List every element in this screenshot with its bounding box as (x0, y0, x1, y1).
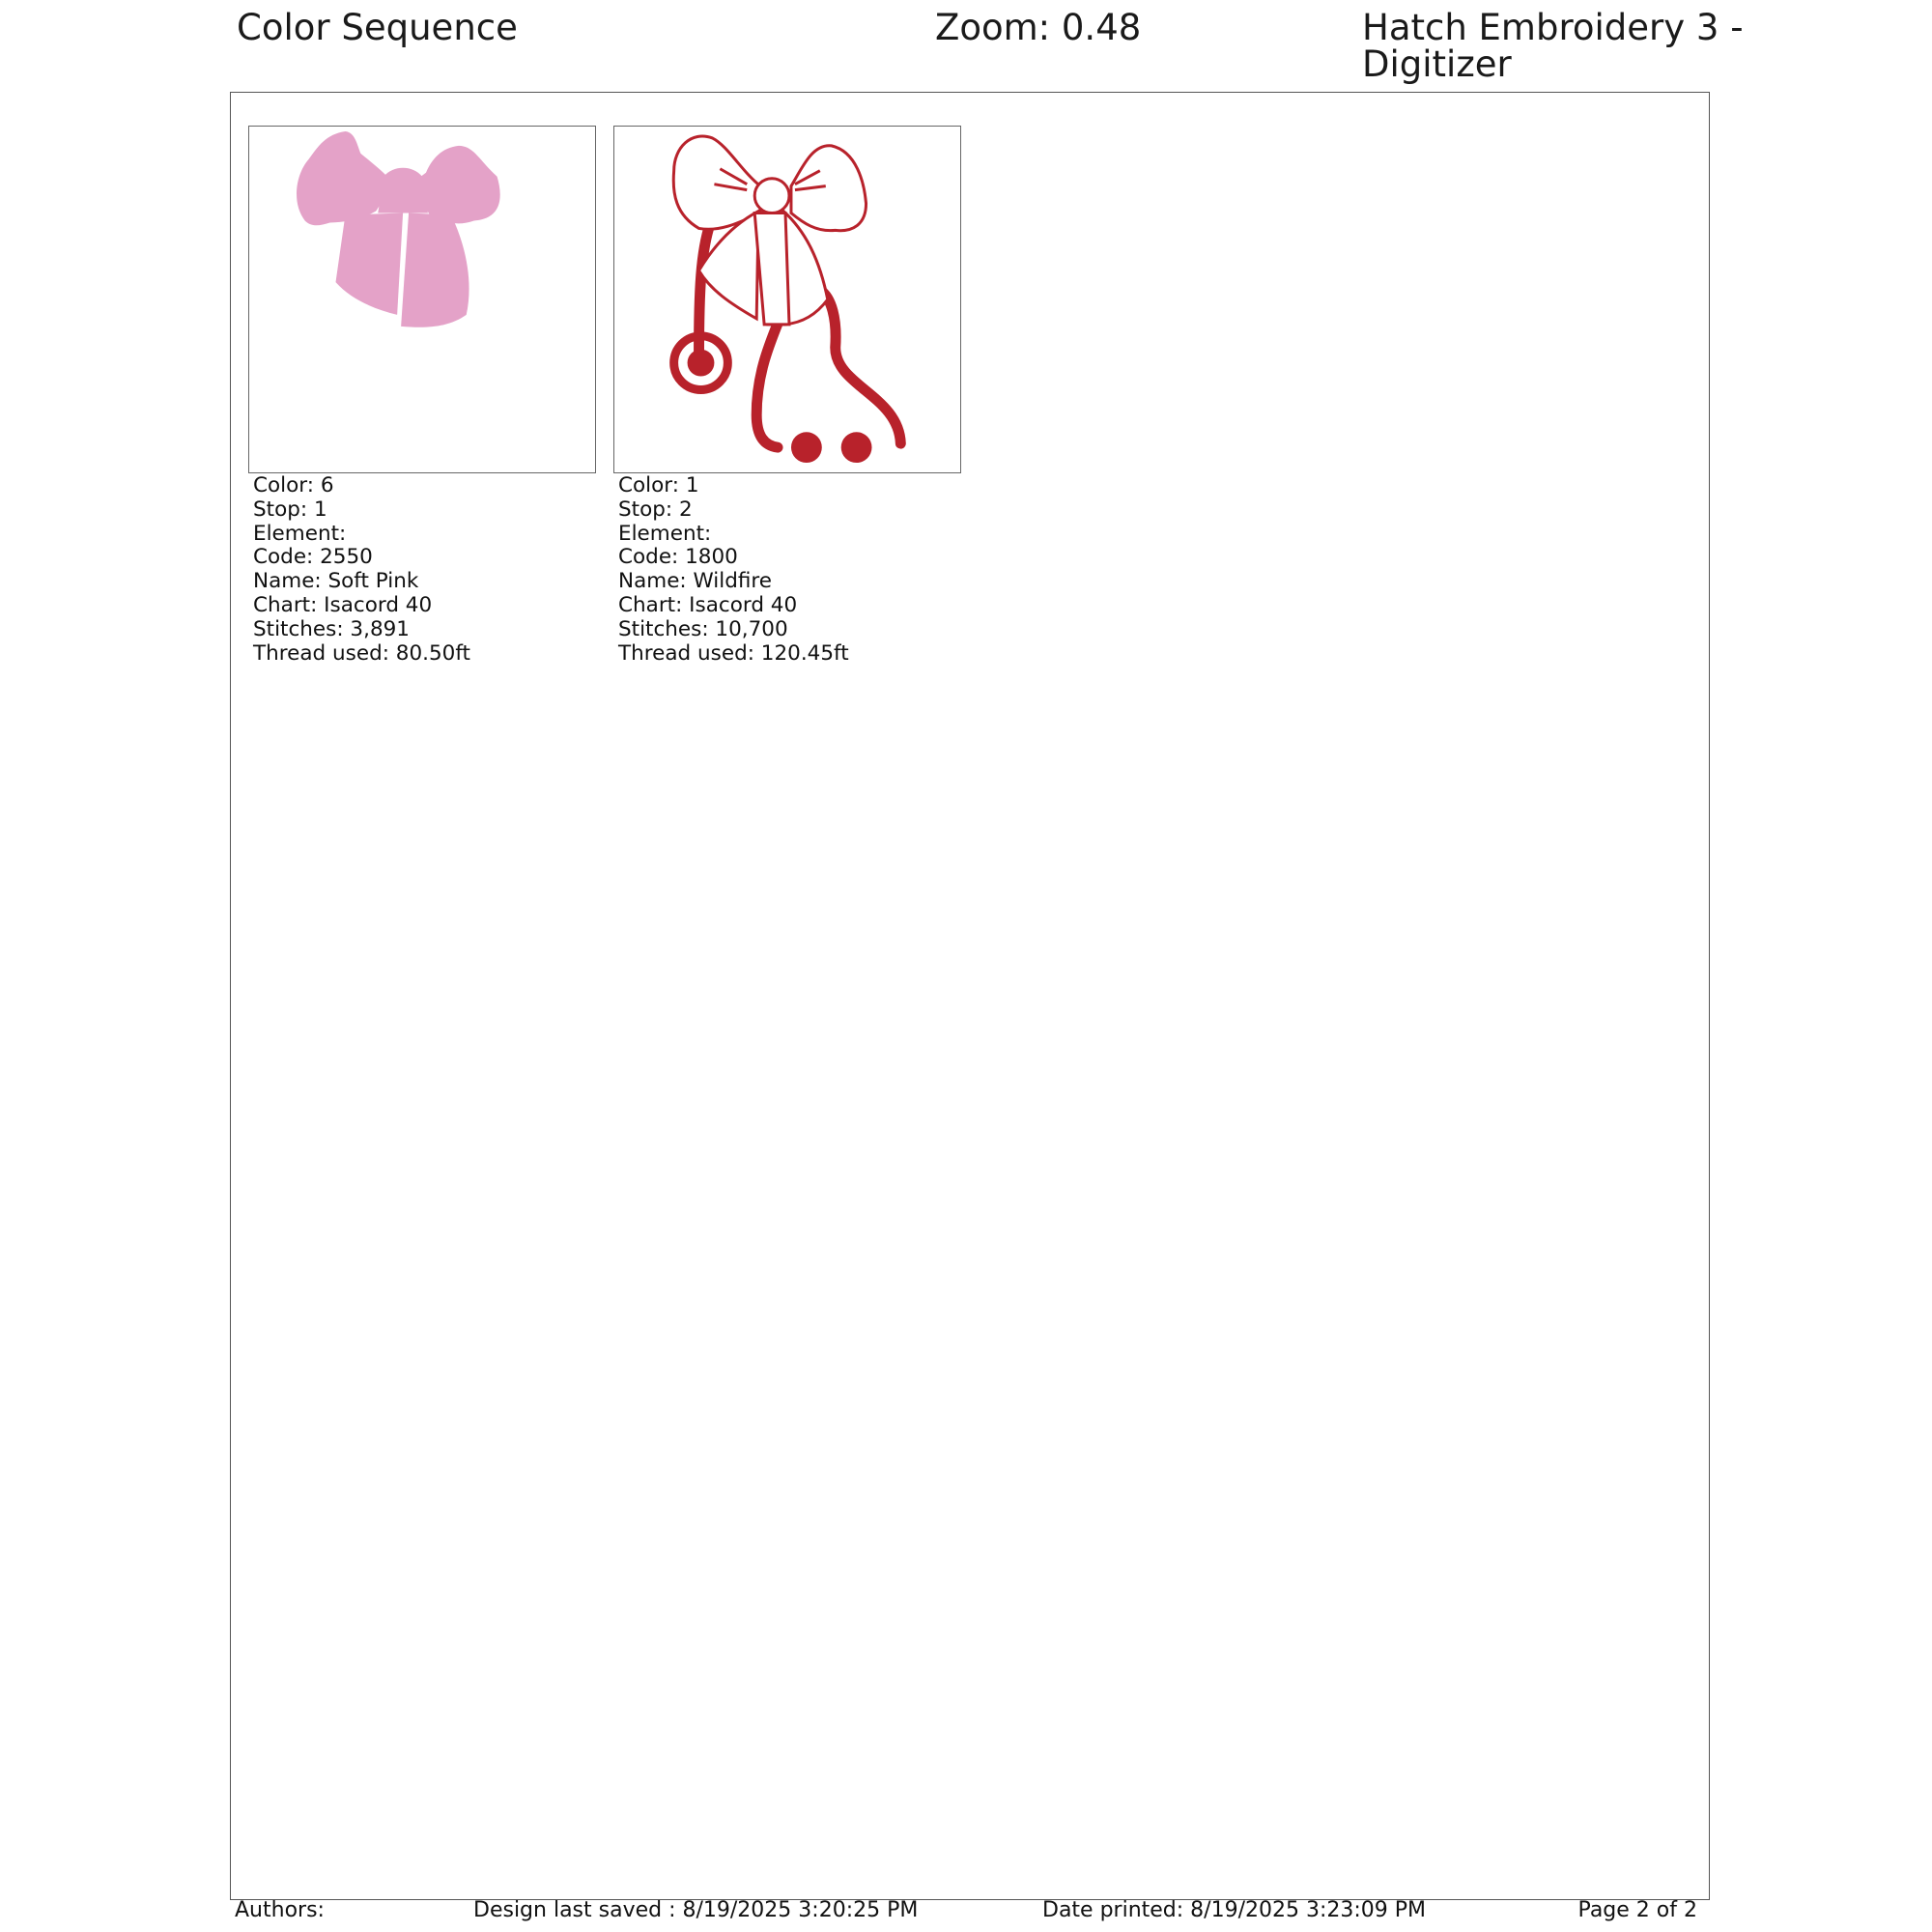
color-stop-preview (613, 126, 961, 473)
zoom-level: Zoom: 0.48 (935, 7, 1142, 48)
thread-used: Thread used: 80.50ft (253, 640, 470, 666)
element: Element: (618, 521, 712, 546)
thread-code: Code: 2550 (253, 545, 373, 570)
earpiece-right (841, 432, 872, 463)
element: Element: (253, 521, 347, 546)
stethoscope-bow-preview (614, 127, 960, 472)
color-stop-details (253, 474, 601, 666)
footer-date-printed: Date printed: 8/19/2025 3:23:09 PM (1042, 1898, 1427, 1922)
color-number: Color: 6 (253, 473, 334, 497)
bow-left-loop-outline (673, 136, 760, 229)
color-stop-preview (248, 126, 596, 473)
app-name: Hatch Embroidery 3 - Digitizer (1362, 7, 1744, 85)
thread-code: Code: 1800 (618, 545, 738, 570)
thread-chart: Chart: Isacord 40 (618, 592, 798, 617)
bow-knot (378, 168, 428, 213)
thread-chart: Chart: Isacord 40 (253, 592, 433, 617)
bow-left-tail (336, 213, 404, 315)
stop-number: Stop: 1 (253, 497, 327, 522)
bow-knot-outline (754, 179, 789, 213)
color-stop-details (618, 474, 966, 666)
thread-used: Thread used: 120.45ft (618, 640, 849, 666)
earpiece-left (791, 432, 822, 463)
footer-page-number: Page 2 of 2 (1577, 1898, 1697, 1922)
color-number: Color: 1 (618, 473, 699, 497)
bow-right-tail (401, 213, 469, 327)
chestpiece-center (688, 350, 715, 377)
bow-center-tail-outline (754, 213, 789, 325)
stop-number: Stop: 2 (618, 497, 693, 522)
footer-design-saved: Design last saved : 8/19/2025 3:20:25 PM (473, 1898, 919, 1922)
soft-pink-bow-preview (249, 127, 595, 472)
thread-name: Name: Soft Pink (253, 569, 419, 594)
page-title: Color Sequence (237, 7, 518, 48)
stitch-count: Stitches: 3,891 (253, 616, 410, 641)
thread-name: Name: Wildfire (618, 569, 773, 594)
stethoscope-tube-loop (756, 324, 778, 447)
footer-authors: Authors: (235, 1898, 325, 1922)
stitch-count: Stitches: 10,700 (618, 616, 788, 641)
